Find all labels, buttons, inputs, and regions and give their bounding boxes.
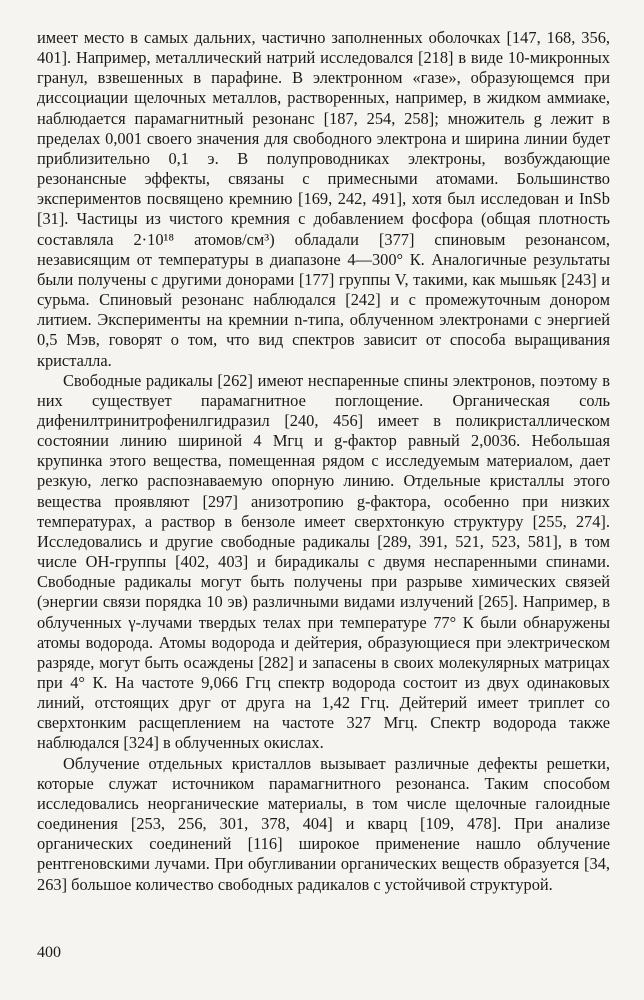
paragraph-1: имеет место в самых дальних, частично заполненных оболочках [147, 168, 356, 401]. Например, металлический натрий исследовался [218] в виде 10-микронных гранул, взвешенных в парафине. В электронном «газе», образующемся при диссоциации щелочных металлов, растворенных, например, в жидком аммиаке, наблюдается парамагнитный резонанс [187, 254, 258]; множитель g лежит в пределах 0,001 своего значения для свободного электрона и ширина линии будет приблизительно 0,1 э. В полупроводниках электроны, возбуждающие резонансные эффекты, связаны с примесными атомами. Большинство экспериментов посвящено кремнию [169, 242, 491], хотя был исследован и InSb [31]. Частицы из чистого кремния с добавлением фосфора (общая плотность составляла 2·10¹⁸ атомов/см³) обладали [377] спиновым резонансом, независящим от температуры в диапазоне 4—300° К. Аналогичные результаты были получены с другими донорами [177] группы V, такими, как мышьяк [243] и сурьма. Спиновый резонанс наблюдался [242] и с промежуточным донором литием. Эксперименты на кремнии n-типа, облученном электронами с энергией 0,5 Мэв, говорят о том, что вид спектров зависит от способа выращивания кристалла. <box>37 28 610 370</box>
page-number: 400 <box>37 944 61 961</box>
paragraph-3: Облучение отдельных кристаллов вызывает различные дефекты решетки, которые служат источником парамагнитного резонанса. Таким способом исследовались неорганические материалы, в том числе щелочные галоидные соединения [253, 256, 301, 378, 404] и кварц [109, 478]. При анализе органических соединений [116] широкое применение нашло облучение рентгеновскими лучами. При обугливании органических веществ образуется [34, 263] большое количество свободных радикалов с устойчивой структурой. <box>37 753 610 894</box>
paragraph-2: Свободные радикалы [262] имеют неспаренные спины электронов, поэтому в них существует парамагнитное поглощение. Органическая соль дифенилтринитрофенилгидразил [240, 456] имеет в поликристаллическом состоянии линию шириной 4 Мгц и g-фактор равный 2,0036. Небольшая крупинка этого вещества, помещенная рядом с исследуемым материалом, дает резкую, легко распознаваемую опорную линию. Отдельные кристаллы этого вещества проявляют [297] анизотропию g-фактора, особенно при низких температурах, а раствор в бензоле имеет сверхтонкую структуру [255, 274]. Исследовались и другие свободные радикалы [289, 391, 521, 523, 581], в том числе ОН-группы [402, 403] и бирадикалы с двумя неспаренными спинами. Свободные радикалы могут быть получены при разрыве химических связей (энергии связи порядка 10 эв) различными видами излучений [265]. Например, в облученных γ-лучами твердых телах при температуре 77° К были обнаружены атомы водорода. Атомы водорода и дейтерия, образующиеся при электрическом разряде, могут быть осаждены [282] и запасены в своих молекулярных матрицах при 4° К. На частоте 9,066 Ггц спектр водорода состоит из двух одинаковых линий, отстоящих друг от друга на 1,42 Ггц. Дейтерий имеет триплет со сверхтонким расщеплением на частоте 327 Мгц. Спектр водорода также наблюдался [324] в облученных окислах. <box>37 370 610 753</box>
